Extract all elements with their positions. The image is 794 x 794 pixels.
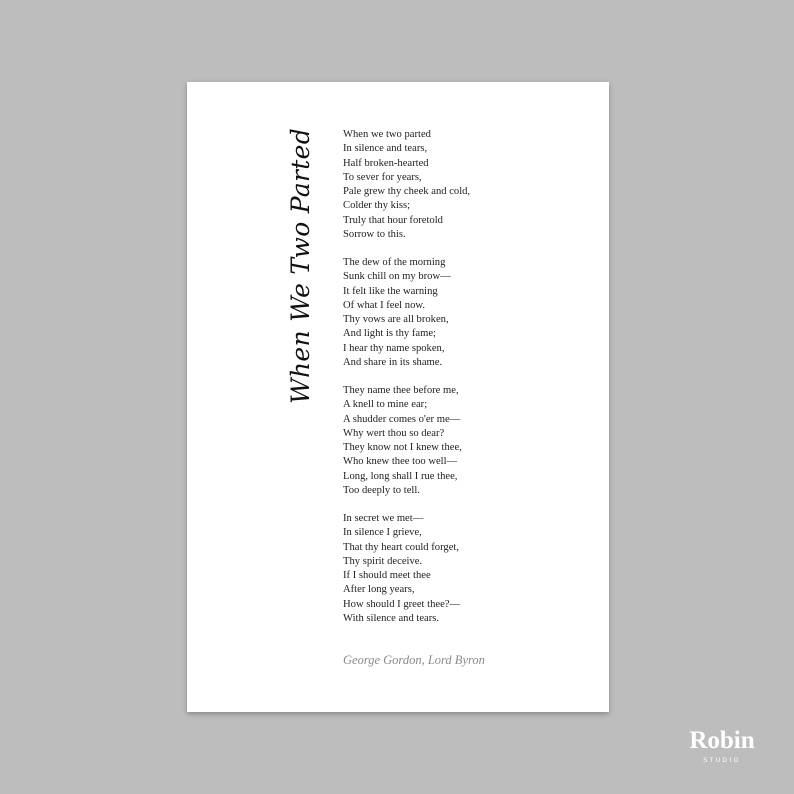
poem-line: They know not I knew thee, (343, 442, 462, 453)
poem-line: They name thee before me, (343, 385, 459, 396)
poem-line: When we two parted (343, 129, 431, 140)
poem-line: Thy spirit deceive. (343, 555, 423, 567)
poem-line: Sorrow to this. (343, 228, 406, 240)
stanza-1 (343, 128, 593, 242)
poem-line: That thy heart could forget, (343, 541, 460, 553)
poem-line: Sunk chill on my brow— (343, 271, 451, 283)
poem-line: Colder thy kiss; (343, 200, 411, 212)
poem-line: Of what I feel now. (343, 299, 425, 311)
poem-line: Pale grew thy cheek and cold, (343, 186, 471, 197)
poem-line: It felt like the warning (343, 285, 438, 297)
poem-line: In secret we met— (343, 513, 424, 524)
poem-title: When We Two Parted (286, 127, 315, 405)
poem-line: Why wert thou so dear? (343, 427, 445, 439)
poem-line: Long, long shall I rue thee, (343, 470, 458, 482)
poem-line: How should I greet thee?— (343, 598, 461, 610)
logo-subtitle: STUDIO (703, 758, 741, 764)
poem-line: Too deeply to tell. (343, 484, 420, 496)
poem-line: With silence and tears. (343, 612, 440, 624)
poem-line: I hear thy name spoken, (343, 342, 445, 354)
poem-line: And light is thy fame; (343, 328, 436, 340)
poem-line: If I should meet thee (343, 570, 431, 581)
poem-line: Who knew thee too well— (343, 456, 458, 468)
poem-line: In silence and tears, (343, 143, 428, 155)
poem-line: To sever for years, (343, 171, 422, 183)
poem-body (343, 128, 593, 640)
brand-logo (672, 728, 772, 764)
poem-line: After long years, (343, 584, 415, 596)
poem-line: The dew of the morning (343, 257, 446, 268)
stanza-2 (343, 256, 593, 370)
poem-line: Half broken-hearted (343, 157, 429, 169)
logo-name: Robin (689, 727, 755, 754)
poem-line: Truly that hour foretold (343, 214, 443, 226)
poem-line: Thy vows are all broken, (343, 314, 449, 325)
stanza-3 (343, 384, 593, 498)
poem-line: In silence I grieve, (343, 527, 422, 539)
poem-author: George Gordon, Lord Byron (343, 653, 485, 667)
poem-line: And share in its shame. (343, 356, 443, 368)
stanza-4 (343, 512, 593, 626)
poem-line: A shudder comes o'er me— (343, 413, 461, 425)
poem-line: A knell to mine ear; (343, 399, 428, 411)
